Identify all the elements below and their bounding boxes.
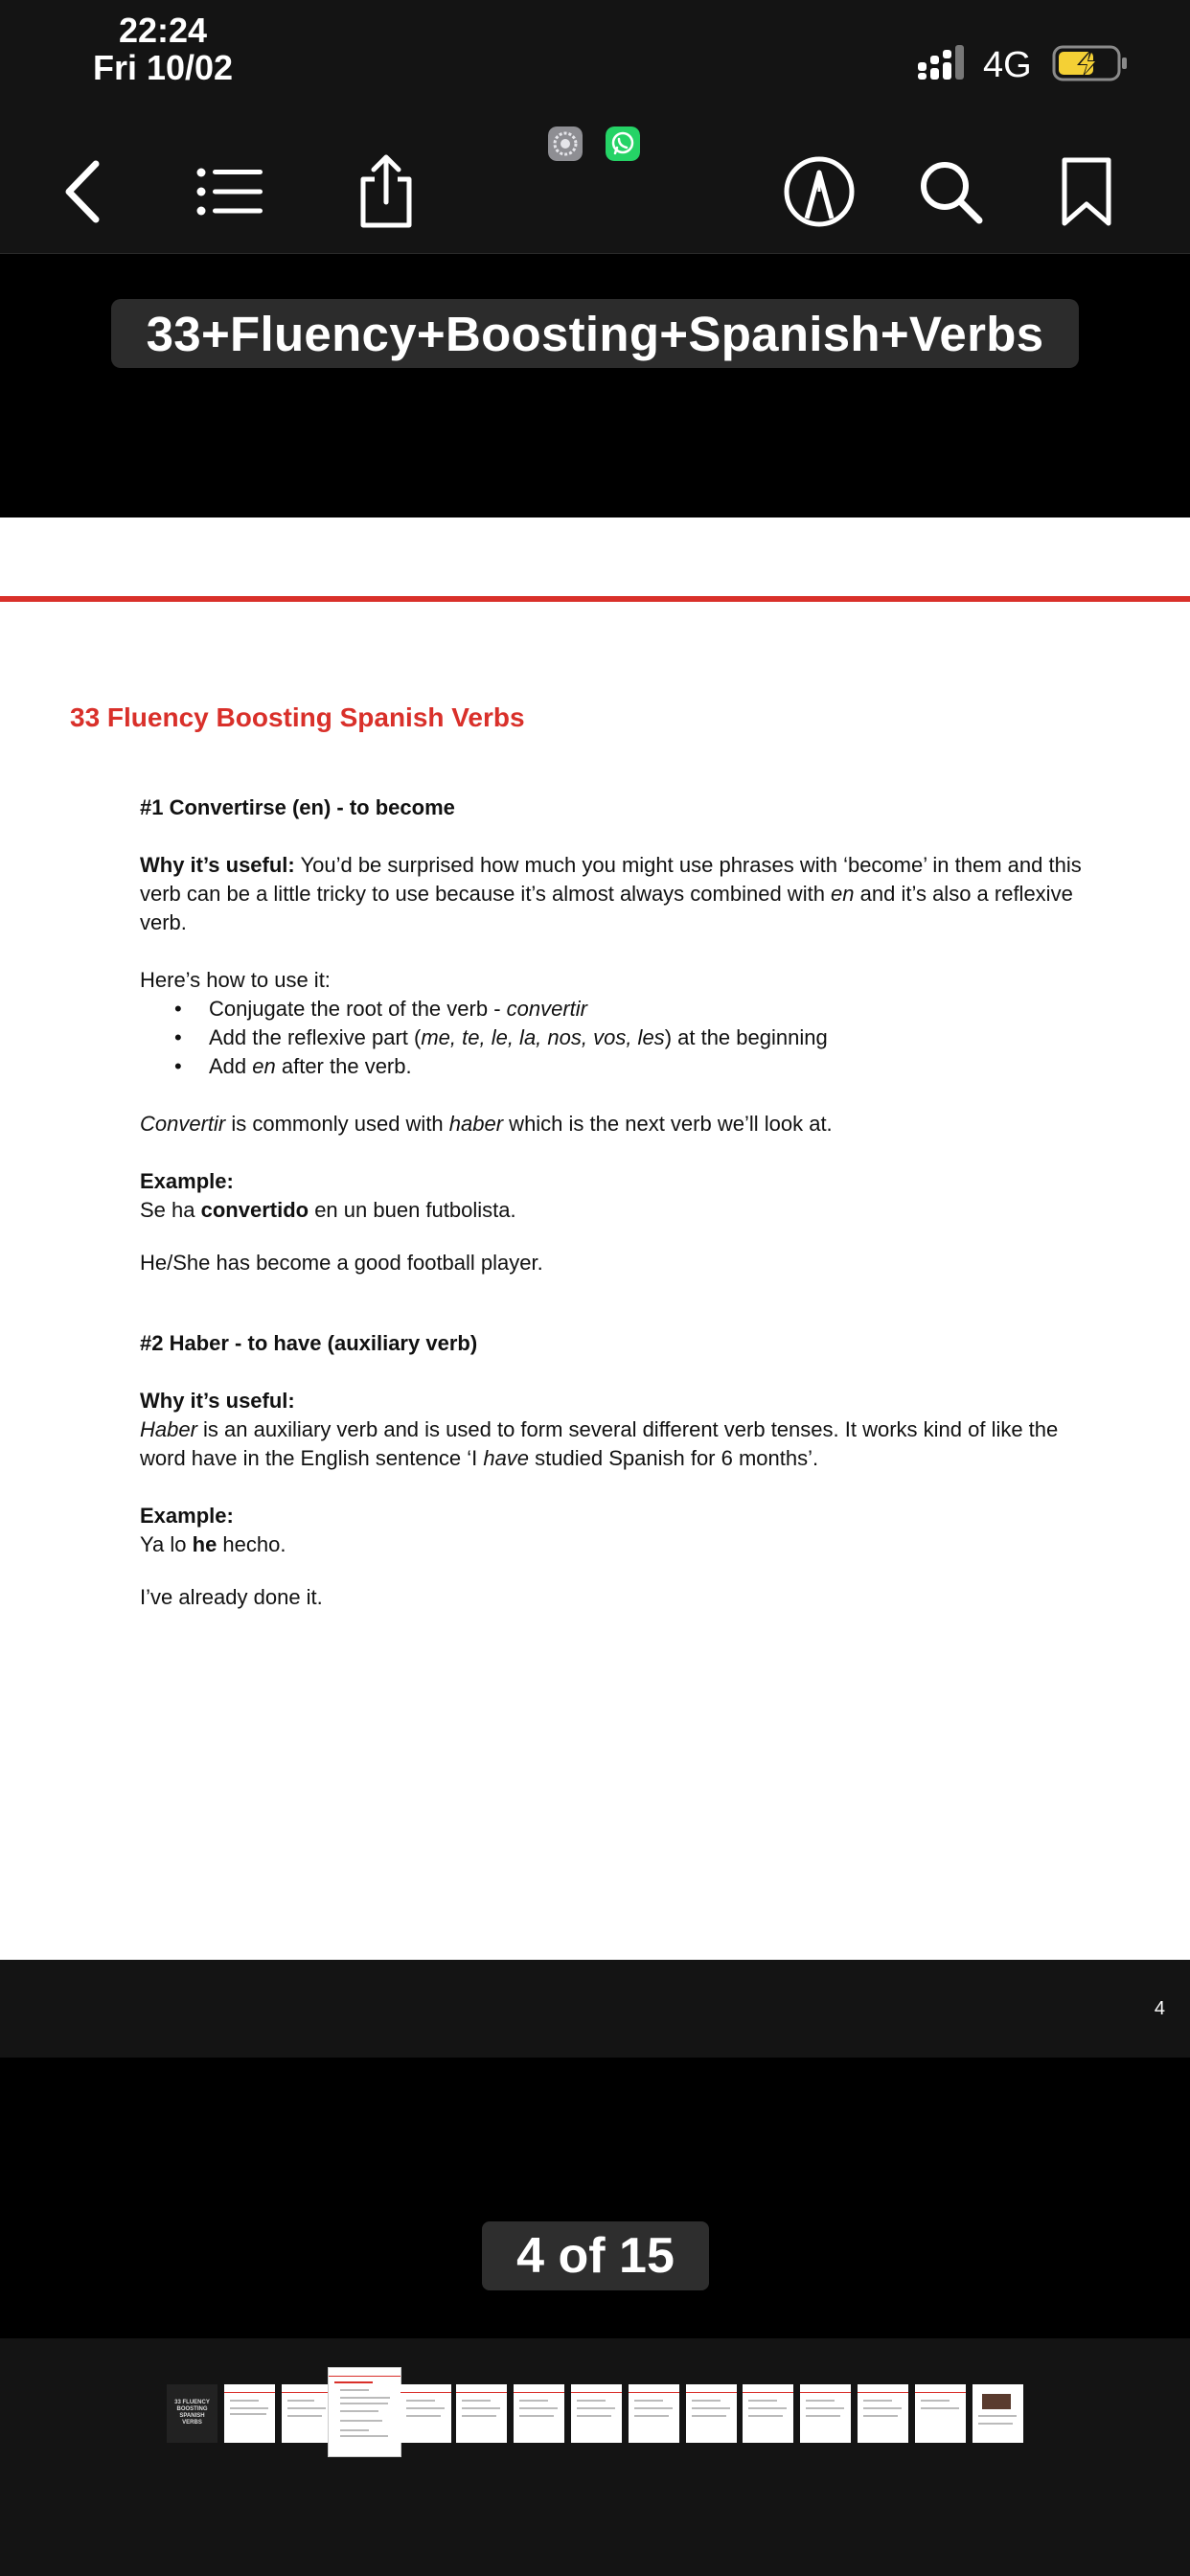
document-title-banner <box>111 299 1079 368</box>
verb2-example-label: Example: <box>140 1504 234 1528</box>
verb1-title: #1 Convertirse (en) - to become <box>140 795 455 819</box>
list-icon <box>195 165 264 218</box>
page-thumbnail-10[interactable] <box>686 2384 737 2443</box>
verb2-title: #2 Haber - to have (auxiliary verb) <box>140 1331 478 1355</box>
signal-strength-icon <box>918 45 968 80</box>
settings-app-icon <box>548 126 583 161</box>
page-footer-strip <box>0 1960 1190 2058</box>
status-clock <box>84 12 241 86</box>
search-icon <box>917 158 984 225</box>
page-body <box>140 794 1098 1612</box>
share-icon <box>355 154 417 229</box>
list-item: • Add en after the verb. <box>140 1052 1098 1081</box>
battery-charging-icon <box>1052 44 1129 82</box>
page-thumbnail-7[interactable] <box>514 2384 564 2443</box>
page-number: 4 <box>1154 1998 1165 2019</box>
page-thumbnail-8[interactable] <box>571 2384 622 2443</box>
page-thumbnail-5[interactable] <box>400 2384 451 2443</box>
table-of-contents-button[interactable] <box>190 151 270 232</box>
markup-button[interactable] <box>779 151 859 232</box>
verb1-steps-list <box>140 995 1098 1081</box>
document-title: 33+Fluency+Boosting+Spanish+Verbs <box>146 306 1044 361</box>
page-thumbnail-9[interactable] <box>629 2384 679 2443</box>
verb2-why-label: Why it’s useful: <box>140 1389 295 1413</box>
bookmark-button[interactable] <box>1046 151 1127 232</box>
page-heading: 33 Fluency Boosting Spanish Verbs <box>70 702 525 732</box>
list-item: • Conjugate the root of the verb - convertir <box>140 995 1098 1024</box>
verb2-why-paragraph: Haber is an auxiliary verb and is used to form several different verb tenses. It works kind of like the word have in the English sentence ‘I have studied Spanish for 6 months’. <box>140 1417 1059 1470</box>
verb1-example: Se ha convertido en un buen futbolista. <box>140 1198 516 1222</box>
cover-thumbnail-text: 33 FLUENCY BOOSTING SPANISH VERBS <box>174 2400 210 2426</box>
verb1-note: Convertir is commonly used with haber which is the next verb we’ll look at. <box>140 1112 833 1136</box>
thumbnail-strip <box>0 2338 1190 2576</box>
status-bar <box>0 0 1190 126</box>
verb1-example-label: Example: <box>140 1169 234 1193</box>
page-thumbnail-11[interactable] <box>743 2384 793 2443</box>
status-time: 22:24 <box>118 11 208 50</box>
list-item: • Add the reflexive part (me, te, le, la, nos, vos, les) at the beginning <box>140 1024 1098 1052</box>
page-thumbnail-12[interactable] <box>800 2384 851 2443</box>
page-thumbnail-1[interactable] <box>167 2384 217 2443</box>
verb1-how-intro: Here’s how to use it: <box>140 968 331 992</box>
verb1-translation: He/She has become a good football player. <box>140 1251 543 1275</box>
bookmark-icon <box>1060 156 1113 227</box>
page-thumbnail-14[interactable] <box>915 2384 966 2443</box>
verb2-translation: I’ve already done it. <box>140 1585 323 1609</box>
status-date: Fri 10/02 <box>92 48 234 87</box>
thumbnail-photo <box>982 2394 1011 2409</box>
reader-toolbar <box>0 126 1190 254</box>
page-thumbnail-15[interactable] <box>973 2384 1023 2443</box>
verb1-why-paragraph: Why it’s useful: You’d be surprised how much you might use phrases with ‘become’ in them and this verb can be a little tricky to use because it’s almost always combined with en and it’s also a reflexive verb. <box>140 853 1082 934</box>
pdf-page[interactable] <box>0 518 1190 1960</box>
page-thumbnail-6[interactable] <box>456 2384 507 2443</box>
back-chevron-icon <box>59 158 105 225</box>
share-button[interactable] <box>346 151 426 232</box>
page-thumbnail-13[interactable] <box>858 2384 908 2443</box>
search-button[interactable] <box>910 151 991 232</box>
page-thumbnail-4-current[interactable] <box>328 2367 401 2457</box>
verb2-example: Ya lo he hecho. <box>140 1532 286 1556</box>
whatsapp-app-icon <box>606 126 640 161</box>
back-button[interactable] <box>42 151 123 232</box>
page-thumbnail-2[interactable] <box>224 2384 275 2443</box>
page-thumbnail-3[interactable] <box>282 2384 332 2443</box>
header-rule <box>0 596 1190 602</box>
network-type: 4G <box>983 45 1032 85</box>
markup-pen-icon <box>783 155 856 228</box>
page-indicator: 4 of 15 <box>482 2221 709 2290</box>
